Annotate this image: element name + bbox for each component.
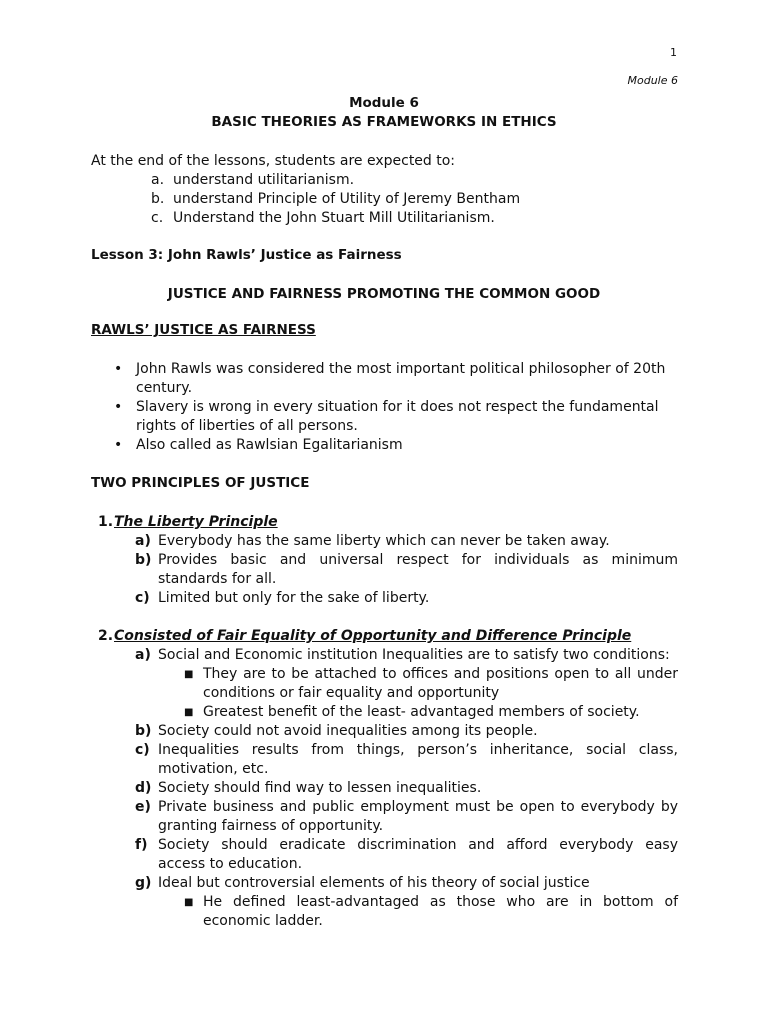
- principle-item: [98, 741, 678, 779]
- objective-text: Understand the John Stuart Mill Utilitarianism.: [173, 210, 495, 226]
- item-letter: f): [135, 837, 148, 853]
- item-letter: c): [135, 590, 150, 606]
- bullet-item: [112, 360, 678, 398]
- item-text: Private business and public employment must be open to everybody by granting fairness of opportunity.: [158, 799, 678, 834]
- item-text: Social and Economic institution Inequalities are to satisfy two conditions:: [158, 647, 670, 663]
- principle-item: [98, 779, 678, 798]
- square-bullet-icon: ■: [184, 669, 194, 680]
- bullet-dot-icon: •: [114, 399, 123, 415]
- document-title: Module 6: [349, 95, 419, 111]
- square-bullet-icon: ■: [184, 897, 194, 908]
- objective-letter: a.: [151, 172, 165, 188]
- principle-item: [98, 722, 678, 741]
- item-letter: c): [135, 742, 150, 758]
- item-text: Society could not avoid inequalities among its people.: [158, 723, 538, 739]
- bullet-text: John Rawls was considered the most important political philosopher of 20th century.: [136, 361, 666, 396]
- two-principles-heading: TWO PRINCIPLES OF JUSTICE: [91, 475, 310, 491]
- intro-section: [91, 152, 691, 228]
- objective-item: [151, 190, 691, 209]
- sub-item-text: Greatest benefit of the least- advantaged members of society.: [203, 704, 640, 720]
- sub-item: [98, 665, 678, 703]
- objective-letter: b.: [151, 191, 165, 207]
- principle-1: [98, 513, 678, 608]
- item-text: Everybody has the same liberty which can never be taken away.: [158, 533, 610, 549]
- sub-item: [98, 893, 678, 931]
- objective-letter: c.: [151, 210, 164, 226]
- item-text: Inequalities results from things, person’s inheritance, social class, motivation, etc.: [158, 742, 678, 777]
- item-text: Provides basic and universal respect for individuals as minimum standards for all.: [158, 552, 678, 587]
- bullet-dot-icon: •: [114, 361, 123, 377]
- bullet-item: [112, 436, 678, 455]
- objective-item: [151, 171, 691, 190]
- section-heading: JUSTICE AND FAIRNESS PROMOTING THE COMMON GOOD: [167, 286, 601, 302]
- header-module-label: Module 6: [627, 74, 678, 87]
- lesson-title: Lesson 3: John Rawls’ Justice as Fairness: [91, 247, 402, 263]
- sub-item-text: He defined least-advantaged as those who are in bottom of economic ladder.: [203, 894, 678, 929]
- principle-title: The Liberty Principle: [114, 514, 278, 530]
- bullet-dot-icon: •: [114, 437, 123, 453]
- rawls-heading: RAWLS’ JUSTICE AS FAIRNESS: [91, 322, 316, 338]
- item-letter: a): [135, 533, 151, 549]
- objective-text: understand utilitarianism.: [173, 172, 355, 188]
- square-bullet-icon: ■: [184, 707, 194, 718]
- sub-item: [98, 703, 678, 722]
- item-letter: b): [135, 552, 152, 568]
- item-letter: b): [135, 723, 152, 739]
- intro-lead: At the end of the lessons, students are expected to:: [91, 153, 456, 169]
- sub-item-text: They are to be attached to offices and positions open to all under conditions or fair equality and opportunity: [203, 666, 678, 701]
- principle-2: [98, 627, 678, 931]
- principle-item: [98, 874, 678, 893]
- principle-heading: [98, 627, 678, 646]
- objective-text: understand Principle of Utility of Jeremy Bentham: [173, 191, 521, 207]
- item-text: Limited but only for the sake of liberty.: [158, 590, 430, 606]
- document-subtitle: BASIC THEORIES AS FRAMEWORKS IN ETHICS: [211, 114, 557, 130]
- bullet-item: [112, 398, 678, 436]
- principle-item: [98, 646, 678, 665]
- principle-item: [98, 589, 678, 608]
- bullet-text: Slavery is wrong in every situation for it does not respect the fundamental rights of liberties of all persons.: [136, 399, 659, 434]
- principle-title: Consisted of Fair Equality of Opportunity and Difference Principle: [114, 628, 632, 644]
- item-letter: e): [135, 799, 151, 815]
- objective-item: [151, 209, 691, 228]
- item-text: Ideal but controversial elements of his theory of social justice: [158, 875, 590, 891]
- page-number: 1: [670, 46, 677, 59]
- principle-item: [98, 836, 678, 874]
- principle-item: [98, 532, 678, 551]
- principle-number: 2.: [98, 628, 114, 644]
- rawls-bullet-list: [112, 360, 678, 455]
- bullet-text: Also called as Rawlsian Egalitarianism: [136, 437, 403, 453]
- item-letter: d): [135, 780, 152, 796]
- item-text: Society should eradicate discrimination and afford everybody easy access to education.: [158, 837, 678, 872]
- item-letter: g): [135, 875, 152, 891]
- principle-item: [98, 551, 678, 589]
- item-text: Society should find way to lessen inequalities.: [158, 780, 482, 796]
- item-letter: a): [135, 647, 151, 663]
- principle-item: [98, 798, 678, 836]
- principle-number: 1.: [98, 514, 114, 530]
- principle-heading: [98, 513, 678, 532]
